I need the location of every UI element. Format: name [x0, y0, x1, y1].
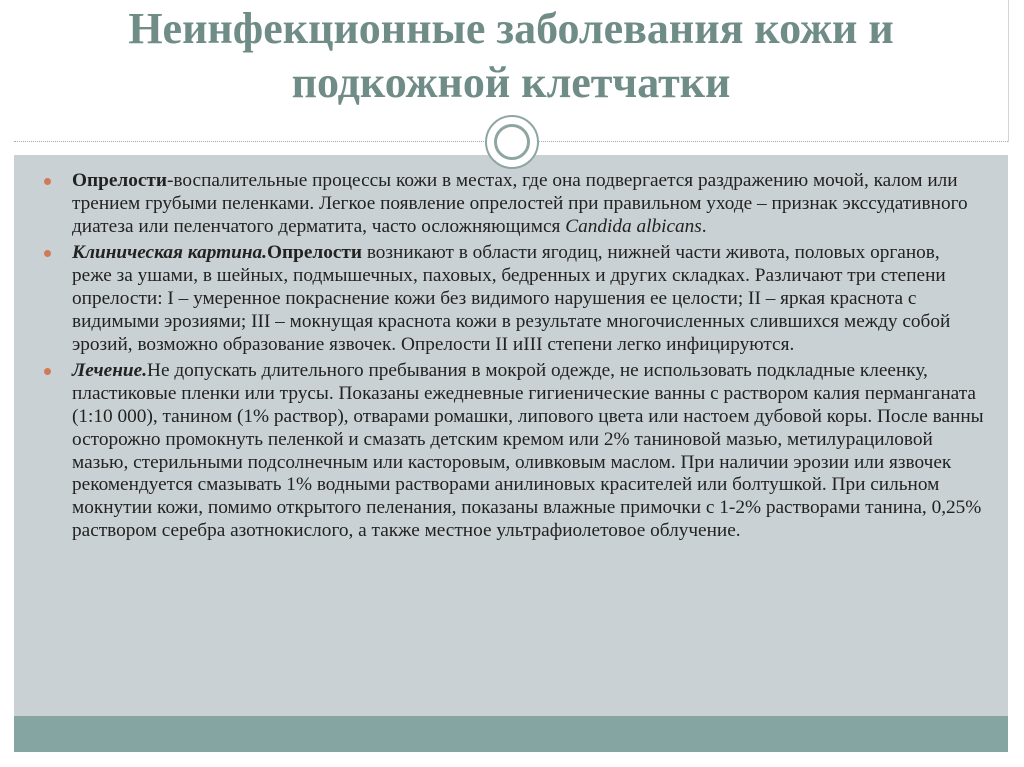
bullet-text: -воспалительные процессы кожи в местах, где она подвергается раздражению мочой, калом или трением грубыми пеленками. Легкое появление опрелостей при правильном уходе – признак экссудативного диатеза или пеленчатого дерматита, часто осложняющимся: [72, 170, 968, 237]
bullet-text: возникают в области ягодиц, нижней части живота, половых органов, реже за ушами, в шейных, подмышечных, паховых, бедренных и других складках. Различают три степени опрелости: I – умеренное покраснение кожи без видимого нарушения ее целости; II – яркая краснота с видимыми эрозиями; III – мокнущая краснота кожи в результате многочисленных слившихся между собой эрозий, возможно образование язвочек. Опрелости II иIII степени легко инфицируются.: [72, 242, 951, 355]
bullet-item-clinical-picture: [44, 242, 984, 356]
ring-inner-icon: [494, 124, 530, 160]
footer-margin: [0, 752, 1024, 767]
term-lead: Опрелости: [72, 170, 167, 191]
section-lead: Клиническая картина.: [72, 242, 267, 264]
bullet-text-end: .: [701, 215, 707, 237]
term-lead: Опрелости: [267, 242, 362, 264]
bullet-text: Не допускать длительного пребывания в мокрой одежде, не использовать подкладные клеенку, пластиковые пленки или трусы. Показаны ежедневные гигиенические ванны с раствором калия перманганата (1:10 000), танином (1% раствор), отварами ромашки, липового цвета или настоем дубовой коры. После ванны осторожно промокнуть пеленкой и смазать детским кремом или 2% таниновой мазью, метилурациловой мазью, стерильными подсолнечным или касторовым, оливковым маслом. При наличии эрозии или язвочек рекомендуется смазывать 1% водными растворами анилиновых красителей или болтушкой. При сильном мокнутии кожи, помимо открытого пеленания, показаны влажные примочки с 1-2% растворами танина, 0,25% раствором серебра азотнокислого, а также местное ультрафиолетовое облучение.: [72, 360, 984, 541]
footer-band: [14, 716, 1008, 752]
bullet-item-treatment: [44, 360, 984, 542]
bullet-dot-icon: [44, 178, 51, 185]
slide-title: Неинфекционные заболевания кожи и подкожной клетчатки: [128, 4, 894, 107]
bullet-list: [44, 170, 984, 547]
bullet-dot-icon: [44, 368, 51, 375]
latin-term: Candida albicans: [565, 215, 702, 237]
left-margin: [0, 0, 14, 767]
section-lead: Лечение.: [72, 360, 148, 382]
bullet-item-diaper-rash: [44, 170, 984, 238]
bullet-dot-icon: [44, 250, 51, 257]
ring-ornament-icon: [485, 115, 539, 169]
